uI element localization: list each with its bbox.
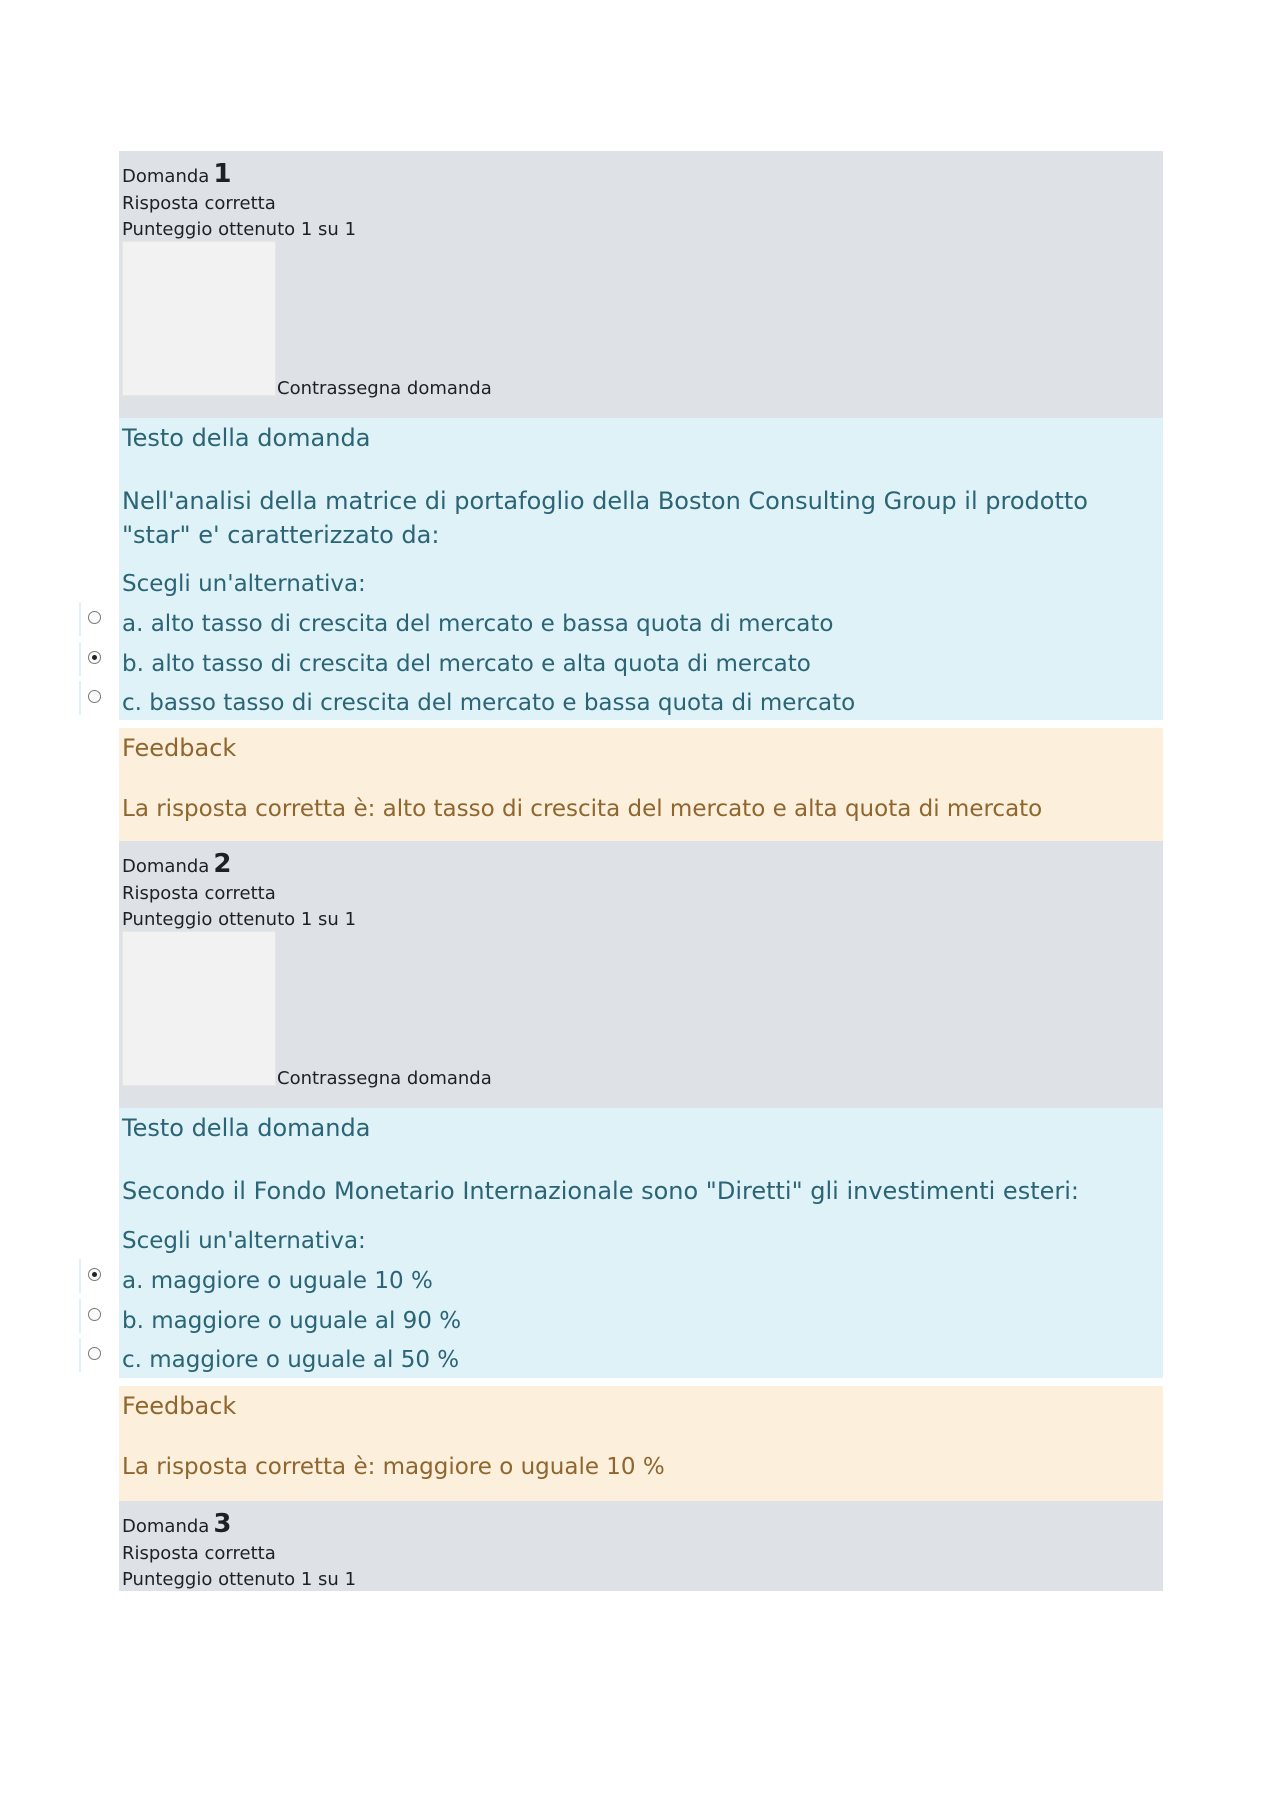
question-text-heading: Testo della domanda xyxy=(122,424,371,452)
feedback-right-answer: La risposta corretta è: maggiore o uguale 10 % xyxy=(122,1454,665,1480)
question-1-status: Risposta corretta xyxy=(122,193,276,214)
question-2-option-a[interactable]: a. maggiore o uguale 10 % xyxy=(122,1268,433,1294)
question-2-option-b[interactable]: b. maggiore o uguale al 90 % xyxy=(122,1308,462,1334)
question-1-radio-c-wrap xyxy=(79,681,119,715)
question-label: Domanda xyxy=(122,856,210,877)
question-label: Domanda xyxy=(122,166,210,187)
radio-button[interactable] xyxy=(88,1268,101,1281)
radio-button[interactable] xyxy=(88,651,101,664)
question-2-heading xyxy=(122,849,231,879)
flag-question-label[interactable]: Contrassegna domanda xyxy=(277,378,492,399)
question-2-content xyxy=(119,1108,1163,1378)
question-1-content xyxy=(119,418,1163,720)
question-2-radio-c-wrap xyxy=(79,1338,119,1372)
question-3-score: Punteggio ottenuto 1 su 1 xyxy=(122,1569,357,1590)
feedback-heading: Feedback xyxy=(122,1392,237,1420)
question-1-info xyxy=(119,151,1163,418)
question-1-heading xyxy=(122,159,231,189)
question-1-option-b[interactable]: b. alto tasso di crescita del mercato e alta quota di mercato xyxy=(122,651,811,677)
question-number: 2 xyxy=(213,849,232,879)
question-1-feedback xyxy=(119,728,1163,841)
question-1-radio-b-wrap xyxy=(79,642,119,676)
question-number: 3 xyxy=(213,1509,232,1539)
question-2-score: Punteggio ottenuto 1 su 1 xyxy=(122,909,357,930)
flag-question-label[interactable]: Contrassegna domanda xyxy=(277,1068,492,1089)
question-1-text: Nell'analisi della matrice di portafoglio della Boston Consulting Group il prodotto "star" e' caratterizzato da: xyxy=(122,487,1088,549)
question-2-feedback xyxy=(119,1386,1163,1501)
question-2-text: Secondo il Fondo Monetario Internazionale sono "Diretti" gli investimenti esteri: xyxy=(122,1177,1079,1205)
feedback-right-answer: La risposta corretta è: alto tasso di crescita del mercato e alta quota di mercato xyxy=(122,796,1043,822)
question-number: 1 xyxy=(213,159,232,189)
question-3-heading xyxy=(122,1509,231,1539)
question-2-option-c[interactable]: c. maggiore o uguale al 50 % xyxy=(122,1347,460,1373)
question-2-status: Risposta corretta xyxy=(122,883,276,904)
question-1-score: Punteggio ottenuto 1 su 1 xyxy=(122,219,357,240)
question-1-option-c[interactable]: c. basso tasso di crescita del mercato e bassa quota di mercato xyxy=(122,690,856,716)
question-3-status: Risposta corretta xyxy=(122,1543,276,1564)
answer-prompt: Scegli un'alternativa: xyxy=(122,571,366,597)
question-1-option-a[interactable]: a. alto tasso di crescita del mercato e bassa quota di mercato xyxy=(122,611,834,637)
answer-prompt: Scegli un'alternativa: xyxy=(122,1228,366,1254)
question-1-radio-a-wrap xyxy=(79,602,119,636)
question-3-info xyxy=(119,1501,1163,1591)
radio-button[interactable] xyxy=(88,690,101,703)
flag-question-checkbox[interactable] xyxy=(122,931,276,1086)
flag-question-checkbox[interactable] xyxy=(122,241,276,396)
radio-button[interactable] xyxy=(88,1347,101,1360)
question-2-radio-b-wrap xyxy=(79,1299,119,1333)
question-2-info xyxy=(119,841,1163,1108)
radio-button[interactable] xyxy=(88,611,101,624)
question-label: Domanda xyxy=(122,1516,210,1537)
question-2-radio-a-wrap xyxy=(79,1259,119,1293)
feedback-heading: Feedback xyxy=(122,734,237,762)
radio-button[interactable] xyxy=(88,1308,101,1321)
question-text-heading: Testo della domanda xyxy=(122,1114,371,1142)
